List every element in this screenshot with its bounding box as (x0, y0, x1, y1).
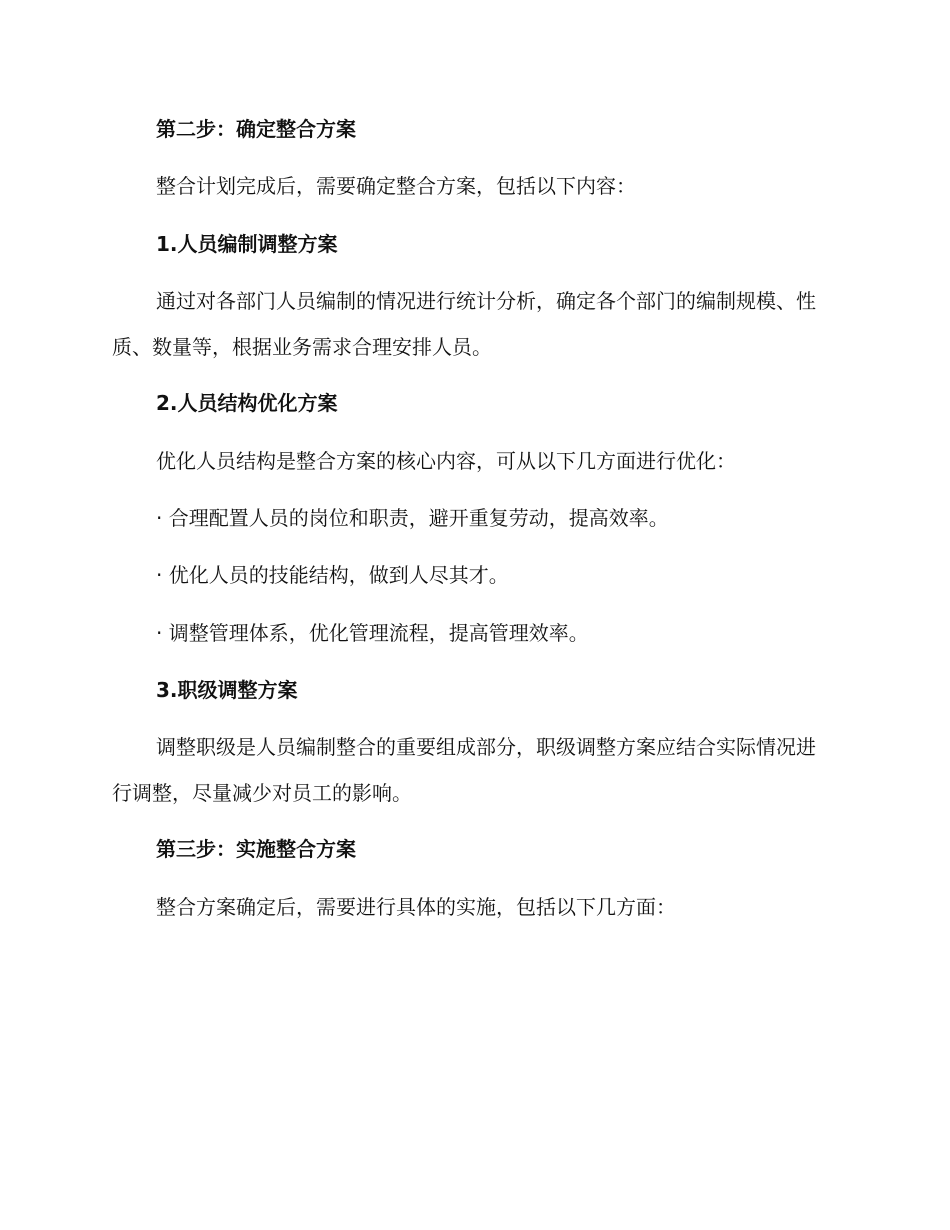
section1-heading: 1.人员编制调整方案 (156, 232, 338, 256)
section2-bullet: · 合理配置人员的岗位和职责，避开重复劳动，提高效率。 (156, 506, 669, 530)
section1-body: 通过对各部门人员编制的情况进行统计分析，确定各个部门的编制规模、性质、数量等，根据业务需求合理安排人员。 (112, 289, 816, 359)
section3-body: 调整职级是人员编制整合的重要组成部分，职级调整方案应结合实际情况进行调整，尽量减少对员工的影响。 (112, 735, 816, 805)
step2-heading: 第二步：确定整合方案 (156, 117, 356, 141)
step3-intro: 整合方案确定后，需要进行具体的实施，包括以下几方面： (156, 895, 676, 919)
step2-intro: 整合计划完成后，需要确定整合方案，包括以下内容： (156, 174, 636, 198)
section2-bullet: · 优化人员的技能结构，做到人尽其才。 (156, 563, 509, 587)
section2-bullet: · 调整管理体系，优化管理流程，提高管理效率。 (156, 621, 589, 645)
section3-heading: 3.职级调整方案 (156, 678, 298, 702)
section2-intro: 优化人员结构是整合方案的核心内容，可从以下几方面进行优化： (156, 449, 736, 473)
step3-heading: 第三步：实施整合方案 (156, 837, 356, 861)
section2-heading: 2.人员结构优化方案 (156, 391, 338, 415)
